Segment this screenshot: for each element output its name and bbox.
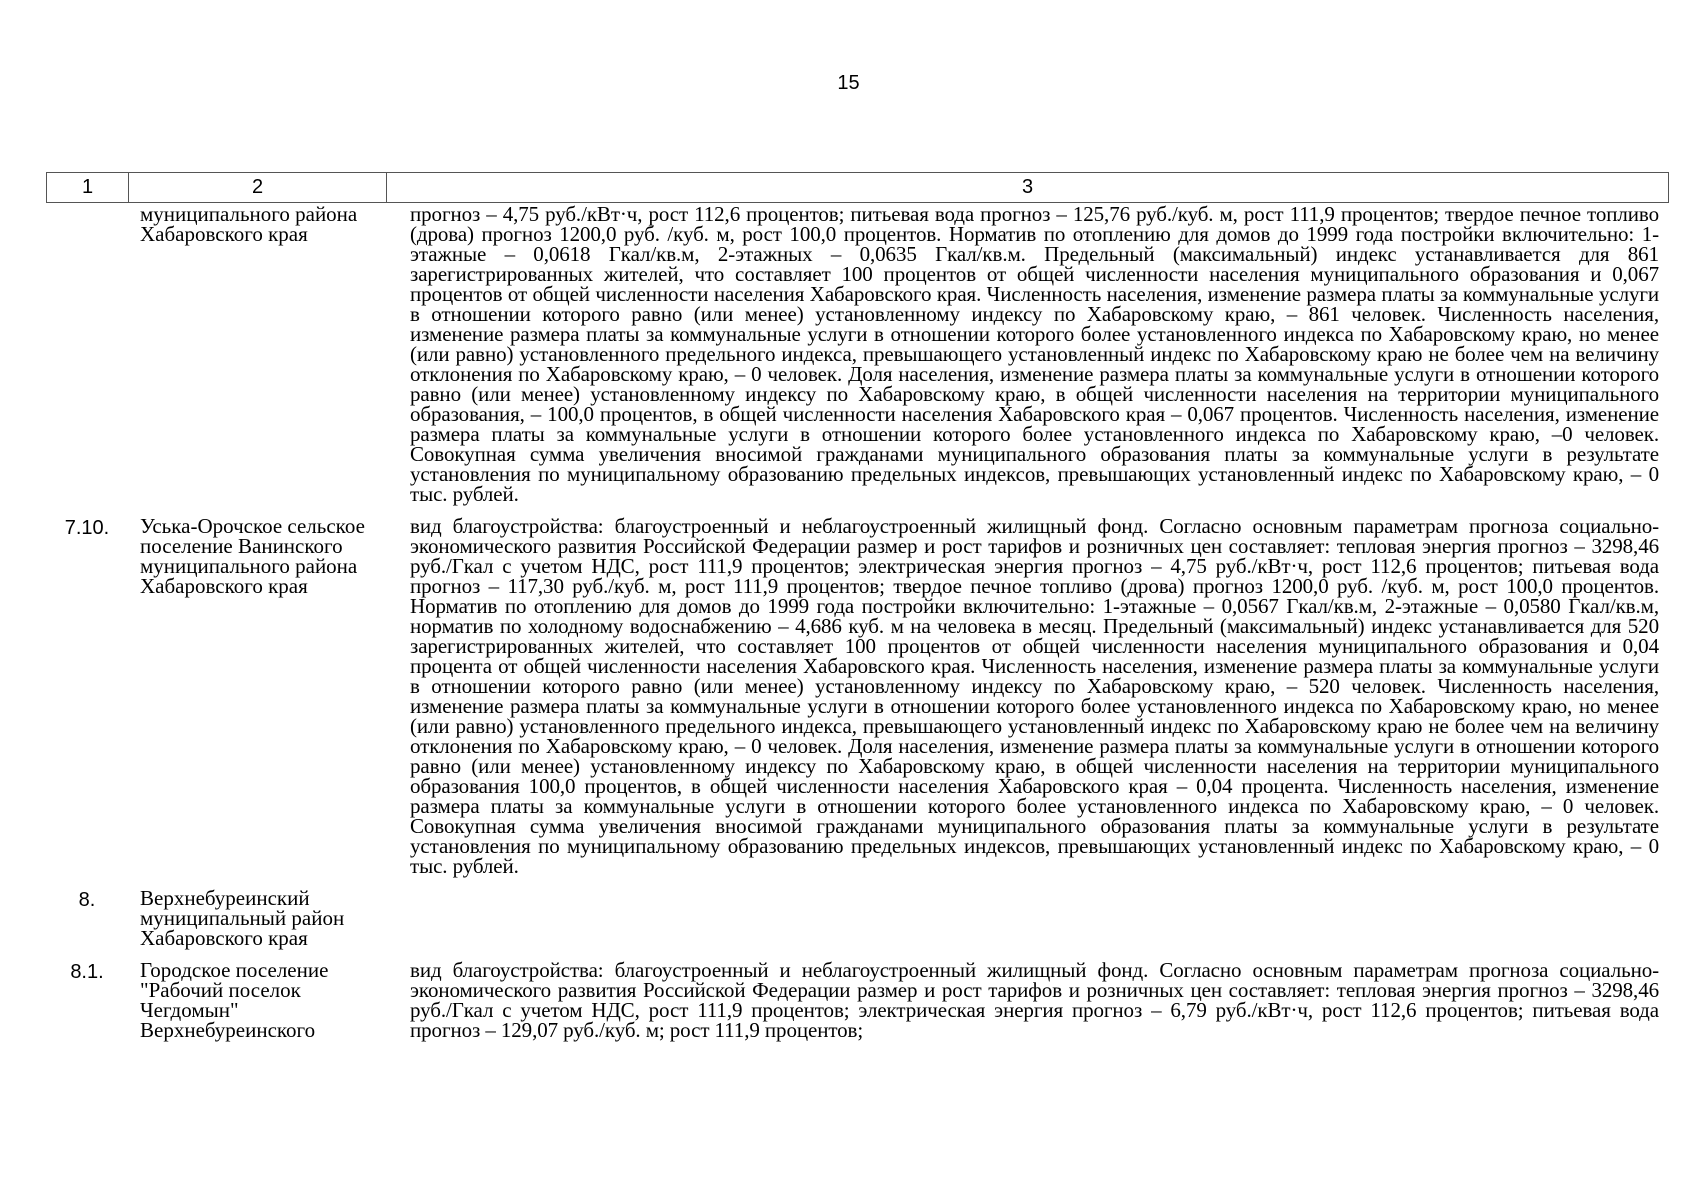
table-body xyxy=(46,204,1669,1052)
row-description: вид благоустройства: благоустроенный и неблагоустроенный жилищный фонд. Согласно основным параметрам прогноза социально-экономического развития Российской Федерации размер и рост тарифов и розничных цен составляет: тепловая энергия прогноз – 3298,46 руб./Гкал с учетом НДС, рост 111,9 процентов; электрическая энергия прогноз – 4,75 руб./кВт·ч, рост 112,6 процентов; питьевая вода прогноз – 117,30 руб./куб. м, рост 111,9 процентов; твердое печное топливо (дрова) прогноз 1200,0 руб. /куб. м, рост 100,0 процентов. Норматив по отоплению для домов до 1999 года постройки включительно: 1-этажные – 0,0567 Гкал/кв.м, 2-этажные – 0,0580 Гкал/кв.м, норматив по холодному водоснабжению – 4,686 куб. м на человека в месяц. Предельный (максимальный) индекс устанавливается для 520 зарегистрированных жителей, что составляет 100 процентов от общей численности населения муниципального образования и 0,04 процента от общей численности населения Хабаровского края. Численность населения, изменение размера платы за коммунальные услуги в отношении которого равно (или менее) установленному индексу по Хабаровскому краю, – 520 человек. Численность населения, изменение размера платы за коммунальные услуги в отношении которого более установленного индекса по Хабаровскому краю, но менее (или равно) установленного предельного индекса, превышающего установленный индекс по Хабаровскому краю не более чем на величину отклонения по Хабаровскому краю, – 0 человек. Доля населения, изменение размера платы за коммунальные услуги в отношении которого равно (или менее) установленному индексу по Хабаровскому краю, в общей численности населения на территории муниципального образования 100,0 процентов, в общей численности населения Хабаровского края – 0,04 процента. Численность населения, изменение размера платы за коммунальные услуги в отношении которого более установленного индекса по Хабаровскому краю, – 0 человек. Совокупная сумма увеличения вносимой гражданами муниципального образования платы за коммунальные услуги в результате установления по муниципальному образованию предельных индексов, превышающих установленный индекс по Хабаровскому краю, – 0 тыс. рублей. xyxy=(410,514,1659,878)
row-description: вид благоустройства: благоустроенный и неблагоустроенный жилищный фонд. Согласно основным параметрам прогноза социально-экономического развития Российской Федерации размер и рост тарифов и розничных цен составляет: тепловая энергия прогноз – 3298,46 руб./Гкал с учетом НДС, рост 111,9 процентов; электрическая энергия прогноз – 6,79 руб./кВт·ч, рост 112,6 процентов; питьевая вода прогноз – 129,07 руб./куб. м; рост 111,9 процентов; xyxy=(410,958,1659,1042)
table-row xyxy=(46,516,1669,876)
row-number: 8. xyxy=(78,889,96,911)
table-row xyxy=(46,888,1669,948)
municipality-name: Верхнебуреинский муниципальный район Хабаровского края xyxy=(140,886,345,950)
column-header-3: 3 xyxy=(387,173,1669,203)
column-header-2: 2 xyxy=(129,173,387,203)
municipality-name: муниципального района Хабаровского края xyxy=(140,202,358,246)
table-header xyxy=(46,172,1669,203)
page-number: 15 xyxy=(837,72,860,94)
row-description: прогноз – 4,75 руб./кВт·ч, рост 112,6 процентов; питьевая вода прогноз – 125,76 руб./куб. м, рост 111,9 процентов; твердое печное топливо (дрова) прогноз 1200,0 руб. /куб. м, рост 100,0 процентов. Норматив по отоплению для домов до 1999 года постройки включительно: 1-этажные – 0,0618 Гкал/кв.м, 2-этажных – 0,0635 Гкал/кв.м. Предельный (максимальный) индекс устанавливается для 861 зарегистрированных жителей, что составляет 100 процентов от общей численности населения муниципального образования и 0,067 процентов от общей численности населения Хабаровского края. Численность населения, изменение размера платы за коммунальные услуги в отношении которого равно (или менее) установленному индексу по Хабаровскому краю, – 861 человек. Численность населения, изменение размера платы за коммунальные услуги в отношении которого более установленного индекса по Хабаровскому краю, но менее (или равно) установленного предельного индекса, превышающего установленный индекс по Хабаровскому краю не более чем на величину отклонения по Хабаровскому краю, – 0 человек. Доля населения, изменение размера платы за коммунальные услуги в отношении которого равно (или менее) установленному индексу по Хабаровскому краю, в общей численности населения на территории муниципального образования, – 100,0 процентов, в общей численности населения Хабаровского края – 0,067 процентов. Численность населения, изменение размера платы за коммунальные услуги в отношении которого более установленного индекса по Хабаровскому краю, –0 человек. Совокупная сумма увеличения вносимой гражданами муниципального образования платы за коммунальные услуги в результате установления по муниципальному образованию предельных индексов, превышающих установленный индекс по Хабаровскому краю, – 0 тыс. рублей. xyxy=(410,202,1659,506)
municipality-name: Уська-Орочское сельское поселение Ванинского муниципального района Хабаровского края xyxy=(140,514,365,598)
column-header-1: 1 xyxy=(47,173,129,203)
table-row xyxy=(46,204,1669,504)
row-number: 7.10. xyxy=(64,517,110,539)
row-number: 8.1. xyxy=(70,961,104,983)
table-row xyxy=(46,960,1669,1040)
municipality-name: Городское поселение "Рабочий поселок Чегдомын" Верхнебуреинского xyxy=(140,958,329,1042)
row-description xyxy=(398,888,1669,948)
